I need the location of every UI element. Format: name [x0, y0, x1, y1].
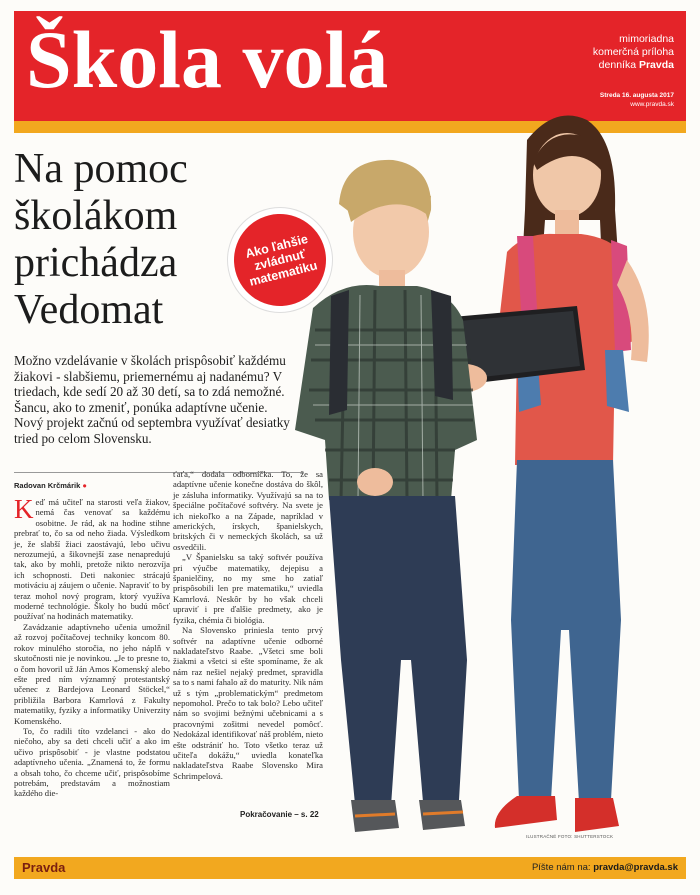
masthead-url: www.pravda.sk [630, 101, 674, 108]
column-1-paragraph-2: Zavádzanie adaptívneho učenia umožnil až rozvoj počítačovej techniky koncom 80. rokov minulého storočia, no jeho náplň v skutočnosti nie je novinkou. „Je to presne to, o čom hovoril už Ján Amos Komenský alebo ešte pred ním významný protestantský učenec z Bardejova Leonard Stöckel,“ približila Barbora Kamrlová z Fakulty matematiky, fyziky a informatiky Univerzity Komenského. [14, 621, 170, 726]
drop-cap: K [14, 494, 34, 524]
masthead-supplement-note [593, 33, 674, 72]
column-1-paragraph-3: To, čo radili títo vzdelanci - ako do niečoho, aby sa deti chceli učiť a ako im učivo prispôsobiť - je vlastne podstatou adaptívneho učenia. „Znamená to, že formu a obsah toho, čo chceme učiť, prispôsobíme potrebám, predstavám a možnostiam každého die- [14, 725, 170, 799]
masthead-brand: Pravda [638, 59, 674, 71]
issue-date: Streda 16. augusta 2017 [599, 92, 674, 99]
column-2-paragraph-1: ťaťa,“ dodala odborníčka. To, že sa adaptívne učenie konečne dostáva do škôl, je zásluha informatiky. Využívajú sa na to špeciálne počítačové softvéry. Na svete je ich niekoľko a na Západe, napríklad v amerických, írskych, španielskych, britských či v nemeckých školách, sa už osvedčili. [173, 469, 323, 552]
author-name: Radovan Krčmárik [14, 481, 81, 490]
continued-note: Pokračovanie – s. 22 [240, 810, 319, 819]
masthead-sub-line-3 [593, 59, 674, 72]
callout-badge [228, 208, 332, 312]
article-column-1 [14, 494, 170, 799]
footer-contact-label: Píšte nám na: [531, 862, 591, 873]
column-2-paragraph-3: Na Slovensko priniesla tento prvý softvér na adaptívne učenie odborné nakladateľstvo Raabe. „Všetci sme boli žiakmi a všetci si ešte spomíname, že ak nám raz nešiel nejaký predmet, spravidla sa to s nami fahalo až do maturity. Nik nám už s tým „problematickým“ predmetom nepomohol. Prečo to tak bolo? Lebo učiteľ nám so svojimi bežnými učebnicami a s pracovnými zošitmi nevedel pomôcť. Nedokázal identifikovať náš problém, nieto ešte odstrániť ho. Toto všetko teraz už učiteľa dokážu,“ uviedla konateľka nakladateľstva Raabe Slovensko Mira Schrimpelová. [173, 625, 323, 781]
masthead-title: Škola volá [26, 14, 389, 105]
column-2-paragraph-2: „V Španielsku sa taký softvér používa pri výučbe matematiky, dejepisu a španielčiny, no my sme ho zatiaľ prispôsobili len pre matematiku,“ uviedla Kamrlová. Neskôr by ho však chceli upraviť i pre ďalšie predmety, ako je fyzika, chémia či biológia. [173, 552, 323, 625]
article-lead: Možno vzdelávanie v školách prispôsobiť každému žiakovi - slabšiemu, priemernému aj nadanému? V triedach, kde sedí 20 až 30 detí, sa to zdá nemožné. Šancu, ako to zmeniť, ponúka adaptívne učenie. Nový projekt začnú od septembra využívať desiatky tried po celom Slovensku. [14, 353, 290, 446]
article-headline: Na pomoc školákom prichádza Vedomat [14, 146, 188, 333]
column-1-paragraph-1 [14, 494, 170, 622]
footer-brand: Pravda [22, 860, 66, 875]
column-1-paragraph-1-text: eď má učiteľ na starosti veľa žiakov, nemá čas venovať sa každému osobitne. Je rád, ak na hodine stihne prebrať to, čo sa od neho žiada. Výsledkom je, že slabší žiaci zaostávajú, lebo učivu nerozumejú, a šikovnejší zase nenapredujú tak, ako by mohli, pretože nikto nerozvíja ich schopnosti. Deti nakoniec strácajú motiváciu aj záujem o učenie. Napraviť to by teraz mohol nový program, ktorý využíva moderné technológie. Školy ho budú môcť používať na hodinách matematiky. [14, 497, 170, 622]
author-byline [14, 481, 87, 490]
masthead-sub-line-1: mimoriadna [619, 33, 674, 45]
article-column-2 [173, 469, 323, 781]
masthead-sub-prefix: denníka [598, 59, 637, 71]
page-footer [14, 857, 686, 879]
masthead-sub-line-2: komerčná príloha [592, 46, 674, 58]
footer-contact [532, 862, 678, 873]
callout-badge-text: Ako ľahšie zvládnuť matematiku [243, 231, 319, 289]
byline-dot-icon: ● [82, 481, 87, 490]
photo-credit: ILUSTRAČNÉ FOTO: SHUTTERSTOCK [526, 834, 614, 839]
footer-email-link[interactable]: pravda@pravda.sk [593, 862, 678, 873]
